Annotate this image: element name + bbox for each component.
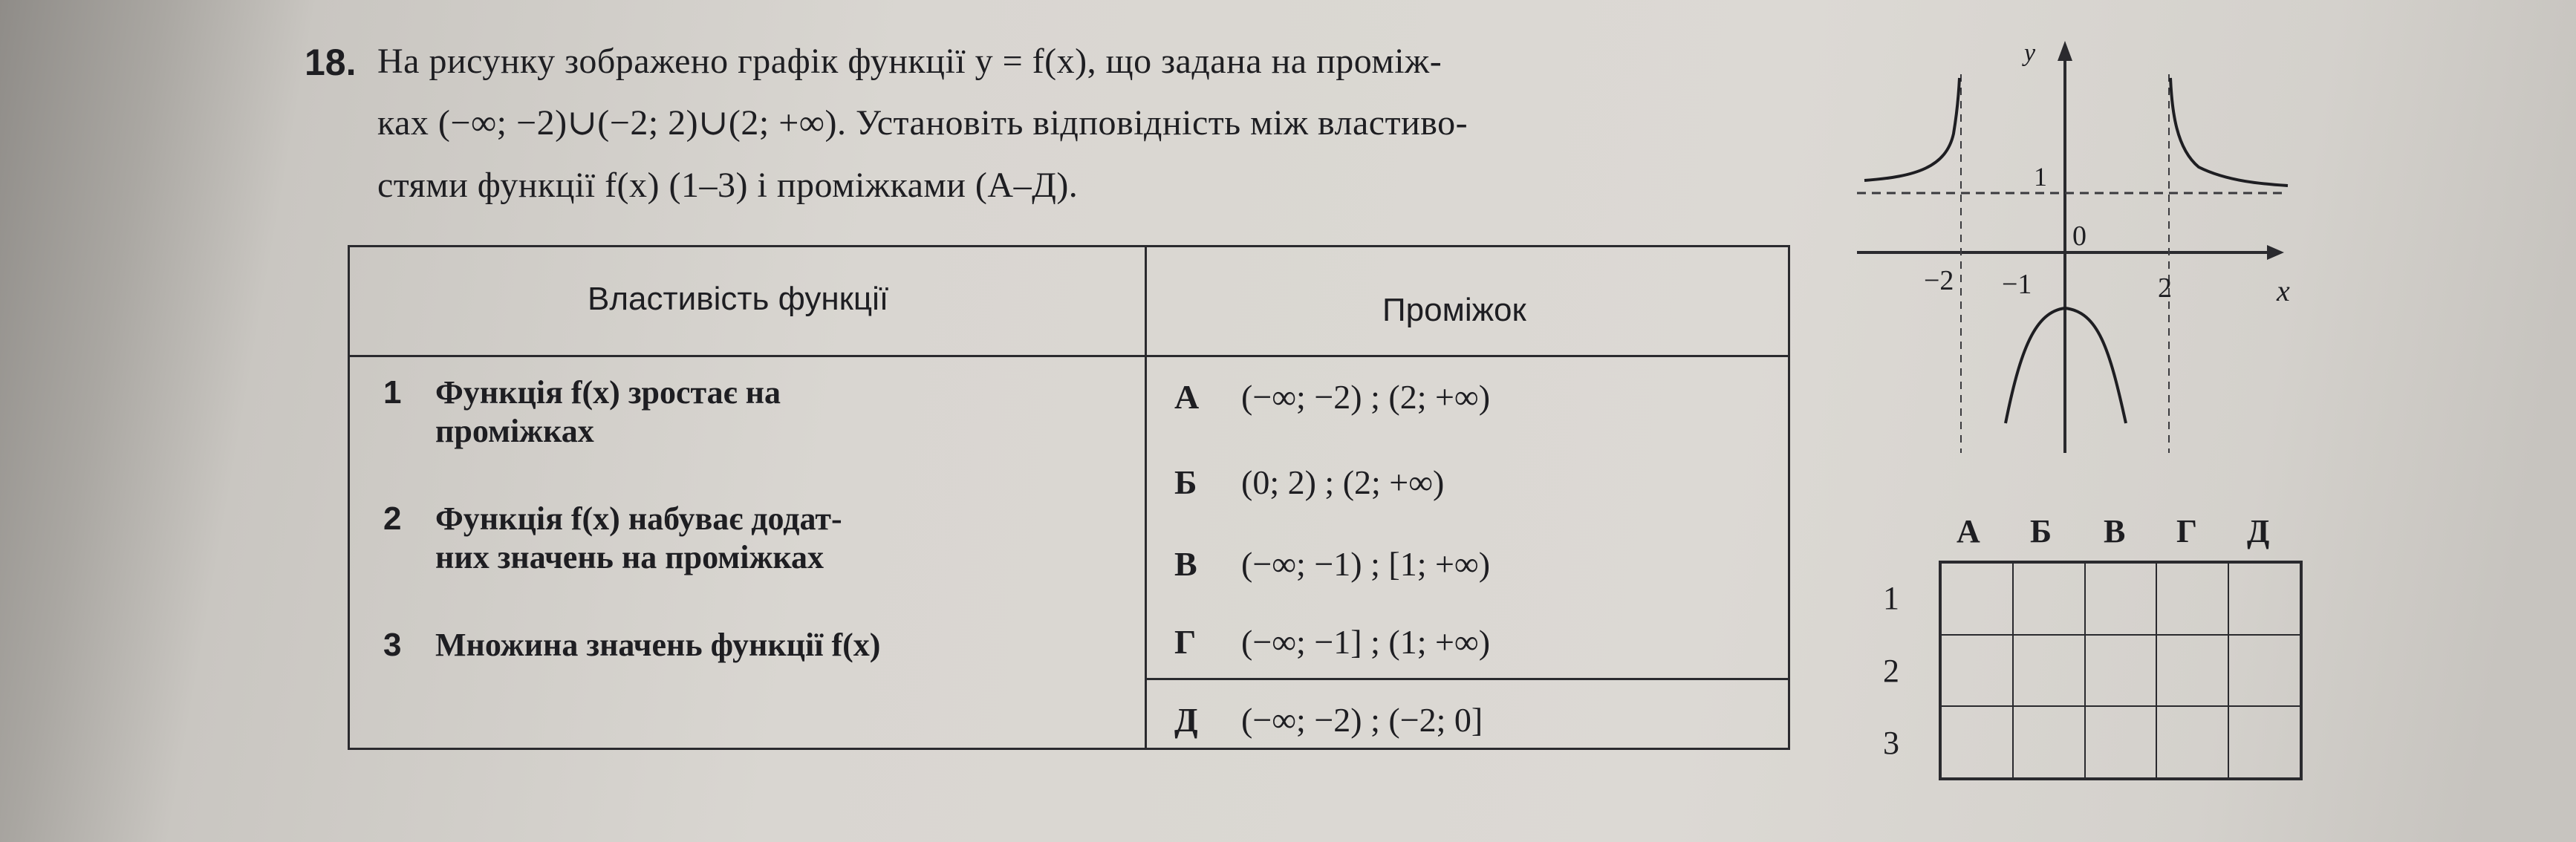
problem-number: 18. [305,42,357,83]
property-1 [383,373,781,451]
option-v-text: (−∞; −1) ; [1; +∞) [1241,545,1491,583]
grid-row-3: 3 [1883,725,1899,761]
cell-1-a[interactable] [1941,563,2013,635]
problem-line-3: стями функції f(x) (1–3) і проміжками (А–Д). [377,166,1079,205]
x-axis-arrow-icon [2267,245,2284,260]
option-b-letter: Б [1174,463,1197,501]
option-g [1174,622,1490,662]
cell-2-a[interactable] [1941,635,2013,707]
property-3-number: 3 [383,627,402,663]
cell-3-g[interactable] [2156,706,2228,778]
option-a-text: (−∞; −2) ; (2; +∞) [1241,378,1491,416]
matching-table [348,245,1790,750]
header-property: Властивість функції [588,281,889,317]
cell-1-b[interactable] [2013,563,2085,635]
tick-one: 1 [2034,162,2047,192]
property-2-line1: Функція f(x) набуває додат- [435,500,842,537]
tick-two: 2 [2158,272,2172,304]
cell-3-d[interactable] [2228,706,2300,778]
property-1-line2: проміжках [435,413,594,449]
property-3 [383,626,880,665]
option-a [1174,377,1490,417]
option-a-letter: А [1174,378,1200,416]
y-axis-arrow-icon [2058,41,2072,61]
grid-col-d: Д [2247,513,2270,549]
property-1-line1: Функція f(x) зростає на [435,374,781,411]
cell-2-b[interactable] [2013,635,2085,707]
cell-1-d[interactable] [2228,563,2300,635]
grid-row-2: 2 [1883,653,1899,689]
cell-2-v[interactable] [2085,635,2157,707]
property-2 [383,500,842,577]
cell-3-a[interactable] [1941,706,2013,778]
option-g-letter: Г [1174,623,1197,661]
grid-row-1: 1 [1883,580,1899,616]
cell-1-g[interactable] [2156,563,2228,635]
property-3-line1: Множина значень функції f(x) [435,627,881,663]
option-g-text: (−∞; −1] ; (1; +∞) [1241,623,1491,661]
right-branch [2170,78,2288,186]
option-b-text: (0; 2) ; (2; +∞) [1241,463,1445,501]
cell-3-v[interactable] [2085,706,2157,778]
option-d-letter: Д [1174,701,1198,739]
problem-line-1: На рисунку зображено графік функції y = f(x), що задана на проміж- [377,42,1443,81]
tick-zero: 0 [2072,221,2087,252]
property-1-number: 1 [383,374,402,411]
tick-minus1: −1 [2002,269,2032,300]
cell-3-b[interactable] [2013,706,2085,778]
header-interval: Проміжок [1382,292,1526,328]
option-d-text: (−∞; −2) ; (−2; 0] [1241,701,1483,739]
left-branch [1864,78,1959,180]
option-d [1174,700,1483,740]
grid-col-b: Б [2030,513,2052,549]
cell-2-d[interactable] [2228,635,2300,707]
function-graph [1842,22,2332,483]
option-b [1174,463,1444,502]
x-axis-label: x [2277,274,2290,307]
grid-col-a: А [1957,513,1980,549]
tick-minus2: −2 [1924,265,1954,296]
y-axis-label: y [2024,39,2036,67]
option-v [1174,544,1490,584]
property-2-line2: них значень на проміжках [435,539,824,575]
cell-1-v[interactable] [2085,563,2157,635]
answer-grid [1939,561,2303,780]
cell-2-g[interactable] [2156,635,2228,707]
grid-col-v: В [2104,513,2126,549]
grid-col-g: Г [2176,513,2197,549]
problem-line-2: ках (−∞; −2)∪(−2; 2)∪(2; +∞). Установіть відповідність між властиво- [377,103,1468,143]
property-2-number: 2 [383,500,402,537]
option-v-letter: В [1174,545,1197,583]
